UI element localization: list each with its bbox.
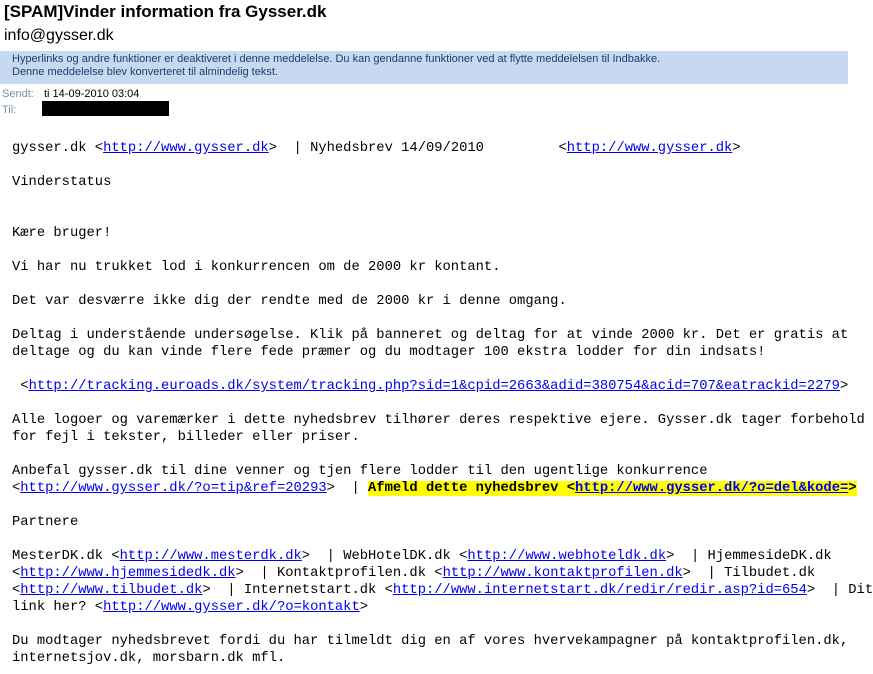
- text: >: [732, 141, 741, 156]
- text: > | HjemmesideDK.dk: [666, 549, 832, 564]
- footer-text: internetsjov.dk, morsbarn.dk mfl.: [12, 651, 286, 666]
- paragraph: for fejl i tekster, billeder eller priser.: [12, 430, 360, 445]
- redacted-recipient: [42, 101, 169, 116]
- text: > | Dit: [806, 583, 873, 598]
- text: > | Tilbudet.dk: [682, 566, 816, 581]
- text: >: [848, 481, 857, 496]
- message-body: [12, 140, 873, 667]
- text: <: [12, 379, 29, 394]
- paragraph: Alle logoer og varemærker i dette nyhedsbrev tilhører deres respektive ejere. Gysser.dk tager forbehold: [12, 413, 865, 428]
- unsubscribe-link[interactable]: http://www.gysser.dk/?o=del&kode=: [575, 481, 849, 496]
- webhoteldk-link[interactable]: http://www.webhoteldk.dk: [467, 549, 667, 564]
- internetstart-link[interactable]: http://www.internetstart.dk/redir/redir.asp?id=654: [392, 583, 807, 598]
- info-bar-line-1: Hyperlinks og andre funktioner er deaktiveret i denne meddelelse. Du kan gendanne funktioner ved at flytte meddelelsen til Indbakke.: [12, 53, 661, 65]
- unsubscribe-highlight: [368, 481, 857, 496]
- sent-label: Sendt:: [2, 88, 34, 100]
- text: > | Internetstart.dk <: [202, 583, 393, 598]
- text: <: [12, 566, 21, 581]
- to-label: Til:: [2, 104, 17, 116]
- paragraph: deltage og du kan vinde flere fede præmer og du modtager 100 ekstra lodder for din indsats!: [12, 345, 766, 360]
- info-bar-line-2: Denne meddelelse blev konverteret til almindelig tekst.: [12, 66, 278, 78]
- gysser-link[interactable]: http://www.gysser.dk: [103, 141, 269, 156]
- paragraph: Det var desværre ikke dig der rendte med de 2000 kr i denne omgang.: [12, 294, 567, 309]
- contact-link[interactable]: http://www.gysser.dk/?o=kontakt: [103, 600, 360, 615]
- footer-text: Du modtager nyhedsbrevet fordi du har tilmeldt dig en af vores hvervekampagner på kontaktprofilen.dk,: [12, 634, 849, 649]
- paragraph: Deltag i understående undersøgelse. Klik på banneret og deltag for at vinde 2000 kr. Det er gratis at: [12, 328, 849, 343]
- tracking-link[interactable]: http://tracking.euroads.dk/system/tracking.php?sid=1&cpid=2663&adid=380754&acid=707&eatrackid=2279: [28, 379, 840, 394]
- paragraph: Anbefal gysser.dk til dine venner og tjen flere lodder til den ugentlige konkurrence: [12, 464, 708, 479]
- message-subject: [SPAM]Vinder information fra Gysser.dk: [4, 2, 327, 21]
- paragraph: Vi har nu trukket lod i konkurrencen om de 2000 kr kontant.: [12, 260, 501, 275]
- tip-link[interactable]: http://www.gysser.dk/?o=tip&ref=20293: [20, 481, 327, 496]
- message-sender[interactable]: info@gysser.dk: [4, 27, 114, 44]
- text: > | WebHotelDK.dk <: [301, 549, 468, 564]
- unsubscribe-text: Afmeld dette nyhedsbrev <: [368, 481, 576, 496]
- text: MesterDK.dk <: [12, 549, 120, 564]
- gysser-link[interactable]: http://www.gysser.dk: [566, 141, 733, 156]
- sent-value: ti 14-09-2010 03:04: [44, 88, 140, 100]
- hjemmesidedk-link[interactable]: http://www.hjemmesidedk.dk: [20, 566, 236, 581]
- text: > | Nyhedsbrev 14/09/2010 <: [268, 141, 567, 156]
- kontaktprofilen-link[interactable]: http://www.kontaktprofilen.dk: [442, 566, 683, 581]
- info-bar[interactable]: [0, 51, 848, 84]
- text: >: [359, 600, 369, 615]
- text: > |: [326, 481, 369, 496]
- mesterdk-link[interactable]: http://www.mesterdk.dk: [119, 549, 302, 564]
- text: <: [12, 583, 21, 598]
- vinderstatus-heading: Vinderstatus: [12, 175, 112, 190]
- text: >: [839, 379, 849, 394]
- text: > | Kontaktprofilen.dk <: [235, 566, 443, 581]
- tilbudet-link[interactable]: http://www.tilbudet.dk: [20, 583, 203, 598]
- greeting: Kære bruger!: [12, 226, 112, 241]
- partners-heading: Partnere: [12, 515, 79, 530]
- text: <: [12, 481, 21, 496]
- text: link her? <: [12, 600, 104, 615]
- text: gysser.dk <: [12, 141, 104, 156]
